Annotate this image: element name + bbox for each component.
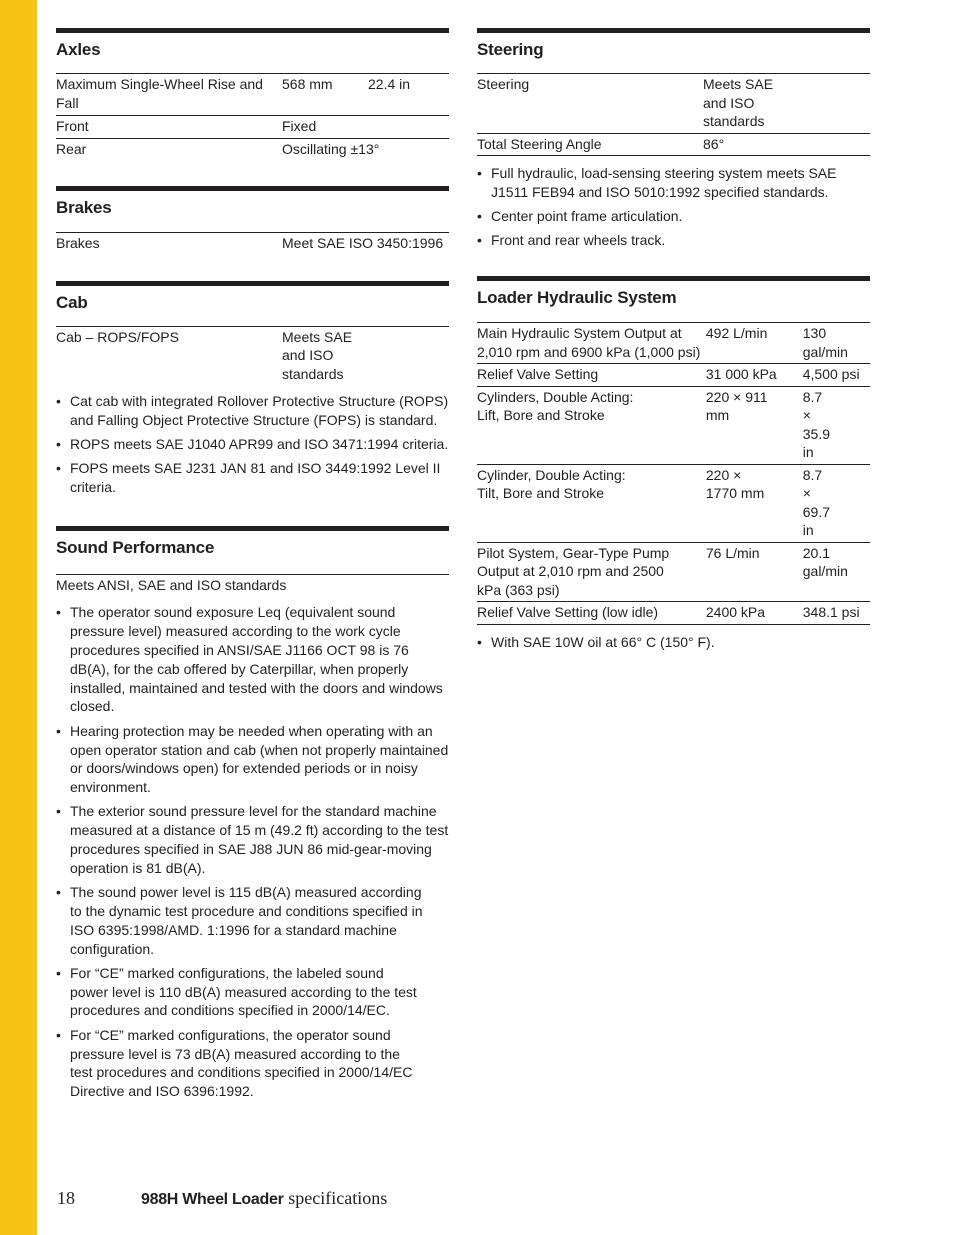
sound-title: Sound Performance — [56, 537, 215, 557]
table-row — [477, 74, 870, 133]
row-label: Cab – ROPS/FOPS — [56, 328, 179, 345]
axles-table — [56, 74, 449, 160]
row-label: Relief Valve Setting — [477, 364, 706, 387]
row-label: Pilot System, Gear-Type Pump Output at 2,010 rpm and 2500 kPa (363 psi) — [477, 542, 706, 602]
row-metric: Meets SAE and ISO standards — [703, 74, 870, 133]
table-row — [477, 386, 870, 464]
footer-model: 988H Wheel Loader — [141, 1191, 284, 1208]
row-metric: 31 000 kPa — [706, 364, 803, 387]
sound-bullets — [56, 603, 449, 1100]
steering-title: Steering — [477, 40, 544, 59]
steering-bullets — [477, 164, 870, 250]
cab-section — [56, 281, 449, 497]
axles-section — [56, 28, 449, 160]
row-metric: 492 L/min — [706, 323, 803, 364]
yellow-margin-bar — [0, 0, 37, 1235]
cab-title: Cab — [56, 292, 88, 312]
list-item: • Center point frame articulation. — [477, 207, 870, 226]
table-row — [56, 116, 449, 139]
loader-bullets — [477, 633, 870, 652]
row-english: 4,500 psi — [803, 364, 870, 387]
table-row — [56, 138, 449, 160]
row-label: Front — [56, 116, 282, 139]
list-item: • Cat cab with integrated Rollover Protective Structure (ROPS) and Falling Object Protective Structure (FOPS) is standard. — [56, 392, 449, 430]
row-metric: 76 L/min — [706, 542, 803, 602]
row-metric: 220 × 911 mm — [706, 386, 803, 464]
table-row — [477, 323, 870, 364]
row-english: 8.7 × 69.7 in — [803, 464, 870, 542]
row-metric: 220 × 1770 mm — [706, 464, 803, 542]
row-english: 22.4 in — [368, 74, 449, 116]
row-label: Total Steering Angle — [477, 133, 703, 156]
steering-table — [477, 74, 870, 156]
footer-title — [141, 1188, 387, 1209]
row-label: Relief Valve Setting (low idle) — [477, 602, 706, 625]
cab-table — [56, 327, 449, 386]
list-item: • The sound power level is 115 dB(A) measured according to the dynamic test procedure and conditions specified in ISO 6395:1998/AMD. 1:1996 for a standard machine configuration. — [56, 883, 449, 958]
row-label: Cylinder, Double Acting: Tilt, Bore and Stroke — [477, 464, 706, 542]
list-item: • Full hydraulic, load-sensing steering system meets SAE J1511 FEB94 and ISO 5010:1992 specified standards. — [477, 164, 870, 202]
sound-standards: Meets ANSI, SAE and ISO standards — [56, 576, 287, 593]
brakes-table — [56, 233, 449, 255]
table-row — [477, 133, 870, 156]
row-label: Rear — [56, 140, 87, 157]
table-row — [477, 364, 870, 387]
cab-bullets — [56, 392, 449, 497]
list-item: • FOPS meets SAE J231 JAN 81 and ISO 3449:1992 Level II criteria. — [56, 459, 449, 497]
footer-doc-type: specifications — [288, 1188, 388, 1208]
row-label: Brakes — [56, 235, 100, 251]
axles-title: Axles — [56, 40, 101, 59]
row-label: Steering — [477, 74, 703, 133]
row-metric: Meets SAE and ISO standards — [282, 328, 353, 382]
list-item: • Hearing protection may be needed when operating with an open operator station and cab (when not properly maintained or doors/windows open) for extended periods or in noisy environment. — [56, 722, 449, 797]
list-item: • For “CE” marked configurations, the operator sound pressure level is 73 dB(A) measured according to the test procedures and conditions specified in 2000/14/EC Directive and ISO 6396:1992. — [56, 1026, 449, 1101]
table-row — [56, 327, 449, 386]
table-row — [477, 464, 870, 542]
list-item: • The operator sound exposure Leq (equivalent sound pressure level) measured according to the work cycle procedures specified in ANSI/SAE J1166 OCT 98 is 76 dB(A), for the cab offered by Caterpillar, when properly installed, maintained and tested with the doors and windows closed. — [56, 603, 449, 716]
list-item: • ROPS meets SAE J1040 APR99 and ISO 3471:1994 criteria. — [56, 435, 449, 454]
list-item: • For “CE” marked configurations, the labeled sound power level is 110 dB(A) measured according to the test procedures and conditions specified in 2000/14/EC. — [56, 964, 449, 1020]
list-item: • Front and rear wheels track. — [477, 231, 870, 250]
page-footer — [57, 1188, 388, 1209]
table-row — [477, 542, 870, 602]
loader-title: Loader Hydraulic System — [477, 288, 677, 308]
table-row — [56, 74, 449, 116]
row-metric: Oscillating ±13° — [282, 140, 380, 157]
row-metric: Meet SAE ISO 3450:1996 — [282, 235, 444, 251]
row-label: Cylinders, Double Acting: Lift, Bore and Stroke — [477, 386, 706, 464]
loader-table — [477, 323, 870, 625]
sound-section — [56, 526, 449, 1101]
table-row — [56, 233, 449, 255]
table-row — [477, 602, 870, 625]
list-item: • The exterior sound pressure level for the standard machine measured at a distance of 15 m (49.2 ft) according to the test procedures specified in SAE J88 JUN 86 mid-gear-moving operation is 81 dB(A). — [56, 802, 449, 877]
loader-section — [477, 276, 870, 651]
brakes-section — [56, 186, 449, 255]
list-item: • With SAE 10W oil at 66° C (150° F). — [477, 633, 870, 652]
row-label: Main Hydraulic System Output at 2,010 rpm and 6900 kPa (1,000 psi) — [477, 323, 706, 364]
row-metric: 568 mm — [282, 74, 368, 116]
right-column — [477, 28, 870, 657]
row-english: 20.1 gal/min — [803, 542, 870, 602]
row-metric: 2400 kPa — [706, 602, 803, 625]
left-column — [56, 28, 449, 1106]
row-english: 130 gal/min — [803, 323, 870, 364]
row-english: 8.7 × 35.9 in — [803, 386, 870, 464]
page-number: 18 — [57, 1188, 75, 1208]
row-metric: Fixed — [282, 116, 449, 139]
steering-section — [477, 28, 870, 250]
row-metric: 86° — [703, 133, 870, 156]
brakes-title: Brakes — [56, 198, 112, 217]
row-label: Maximum Single-Wheel Rise and Fall — [56, 74, 282, 116]
row-english: 348.1 psi — [803, 602, 870, 625]
